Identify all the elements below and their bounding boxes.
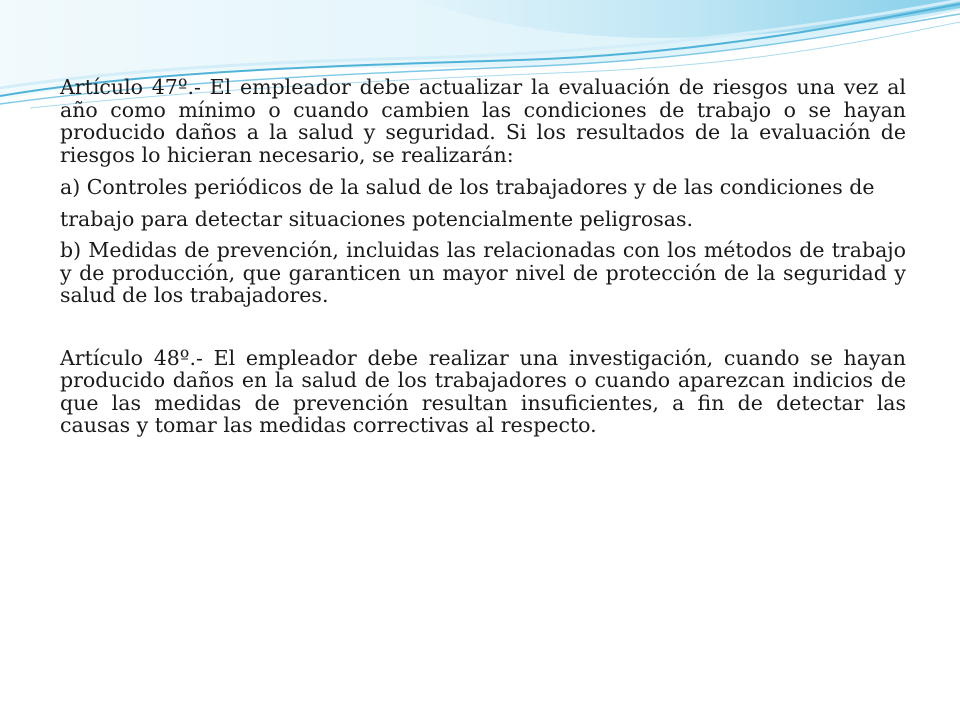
item-a-paragraph: a) Controles periódicos de la salud de los trabajadores y de las condiciones de xyxy=(60,175,875,199)
slide-body xyxy=(60,76,906,437)
item-a-continuation: trabajo para detectar situaciones potencialmente peligrosas. xyxy=(60,206,693,231)
item-b-paragraph: b) Medidas de prevención, incluidas las relacionadas con los métodos de trabajo y de producción, que garanticen un mayor nivel de protección de la seguridad y salud de los trabajadores. xyxy=(60,238,906,307)
article-47-paragraph: Artículo 47º.- El empleador debe actualizar la evaluación de riesgos una vez al año como mínimo o cuando cambien las condiciones de trabajo o se hayan producido daños a la salud y seguridad. Si los resultados de la evaluación de riesgos lo hicieran necesario, se realizarán: xyxy=(60,75,906,167)
article-48-paragraph: Artículo 48º.- El empleador debe realizar una investigación, cuando se hayan producido daños en la salud de los trabajadores o cuando aparezcan indicios de que las medidas de prevención resultan insuficientes, a fin de detectar las causas y tomar las medidas correctivas al respecto. xyxy=(60,345,906,437)
